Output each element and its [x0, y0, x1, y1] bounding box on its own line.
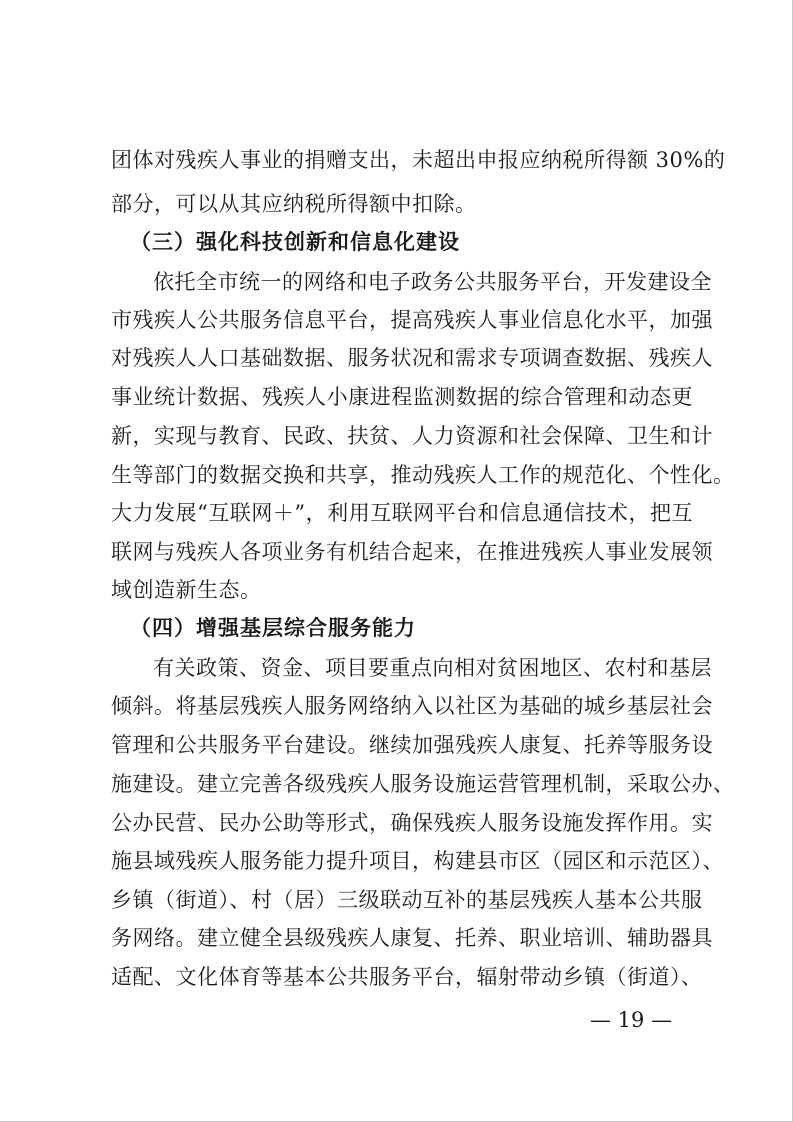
paragraph-line: 管理和公共服务平台建设。继续加强残疾人康复、托养等服务设: [111, 733, 713, 757]
paragraph-line: 事业统计数据、残疾人小康进程监测数据的综合管理和动态更: [111, 385, 693, 409]
paragraph-line: 乡镇（街道）、村（居）三级联动互补的基层残疾人基本公共服: [111, 888, 703, 912]
paragraph-line: 生等部门的数据交换和共享，推动残疾人工作的规范化、个性化。: [111, 463, 735, 487]
paragraph-line: 有关政策、资金、项目要重点向相对贫困地区、农村和基层: [153, 656, 712, 680]
paragraph-line: 依托全市统一的网络和电子政务公共服务平台，开发建设全: [153, 270, 712, 294]
paragraph-line: 新，实现与教育、民政、扶贫、人力资源和社会保障、卫生和计: [111, 424, 713, 448]
paragraph-line: 部分，可以从其应纳税所得额中扣除。: [111, 192, 477, 216]
paragraph-line: 公办民营、民办公助等形式，确保残疾人服务设施发挥作用。实: [111, 811, 713, 835]
paragraph-line: 务网络。建立健全县级残疾人康复、托养、职业培训、辅助器具: [111, 926, 713, 950]
paragraph-line: 域创造新生态。: [111, 578, 262, 602]
section-heading-4: （四）增强基层综合服务能力: [130, 615, 416, 640]
page-number: — 19 —: [590, 1008, 673, 1032]
section-heading-3: （三）强化科技创新和信息化建设: [130, 229, 460, 254]
paragraph-line: 市残疾人公共服务信息平台，提高残疾人事业信息化水平，加强: [111, 308, 713, 332]
paragraph-line: 联网与残疾人各项业务有机结合起来，在推进残疾人事业发展领: [111, 540, 713, 564]
paragraph-line: 团体对残疾人事业的捐赠支出，未超出申报应纳税所得额 30%的: [111, 148, 726, 172]
paragraph-line: 施建设。建立完善各级残疾人服务设施运营管理机制，采取公办、: [111, 772, 735, 796]
paragraph-line: 适配、文化体育等基本公共服务平台，辐射带动乡镇（街道）、: [111, 965, 703, 989]
paragraph-line: 对残疾人人口基础数据、服务状况和需求专项调查数据、残疾人: [111, 346, 713, 370]
paragraph-line: 施县域残疾人服务能力提升项目，构建县市区（园区和示范区）、: [111, 849, 724, 873]
paragraph-line: 倾斜。将基层残疾人服务网络纳入以社区为基础的城乡基层社会: [111, 694, 713, 718]
paragraph-line: 大力发展“互联网＋”，利用互联网平台和信息通信技术，把互: [111, 501, 693, 525]
